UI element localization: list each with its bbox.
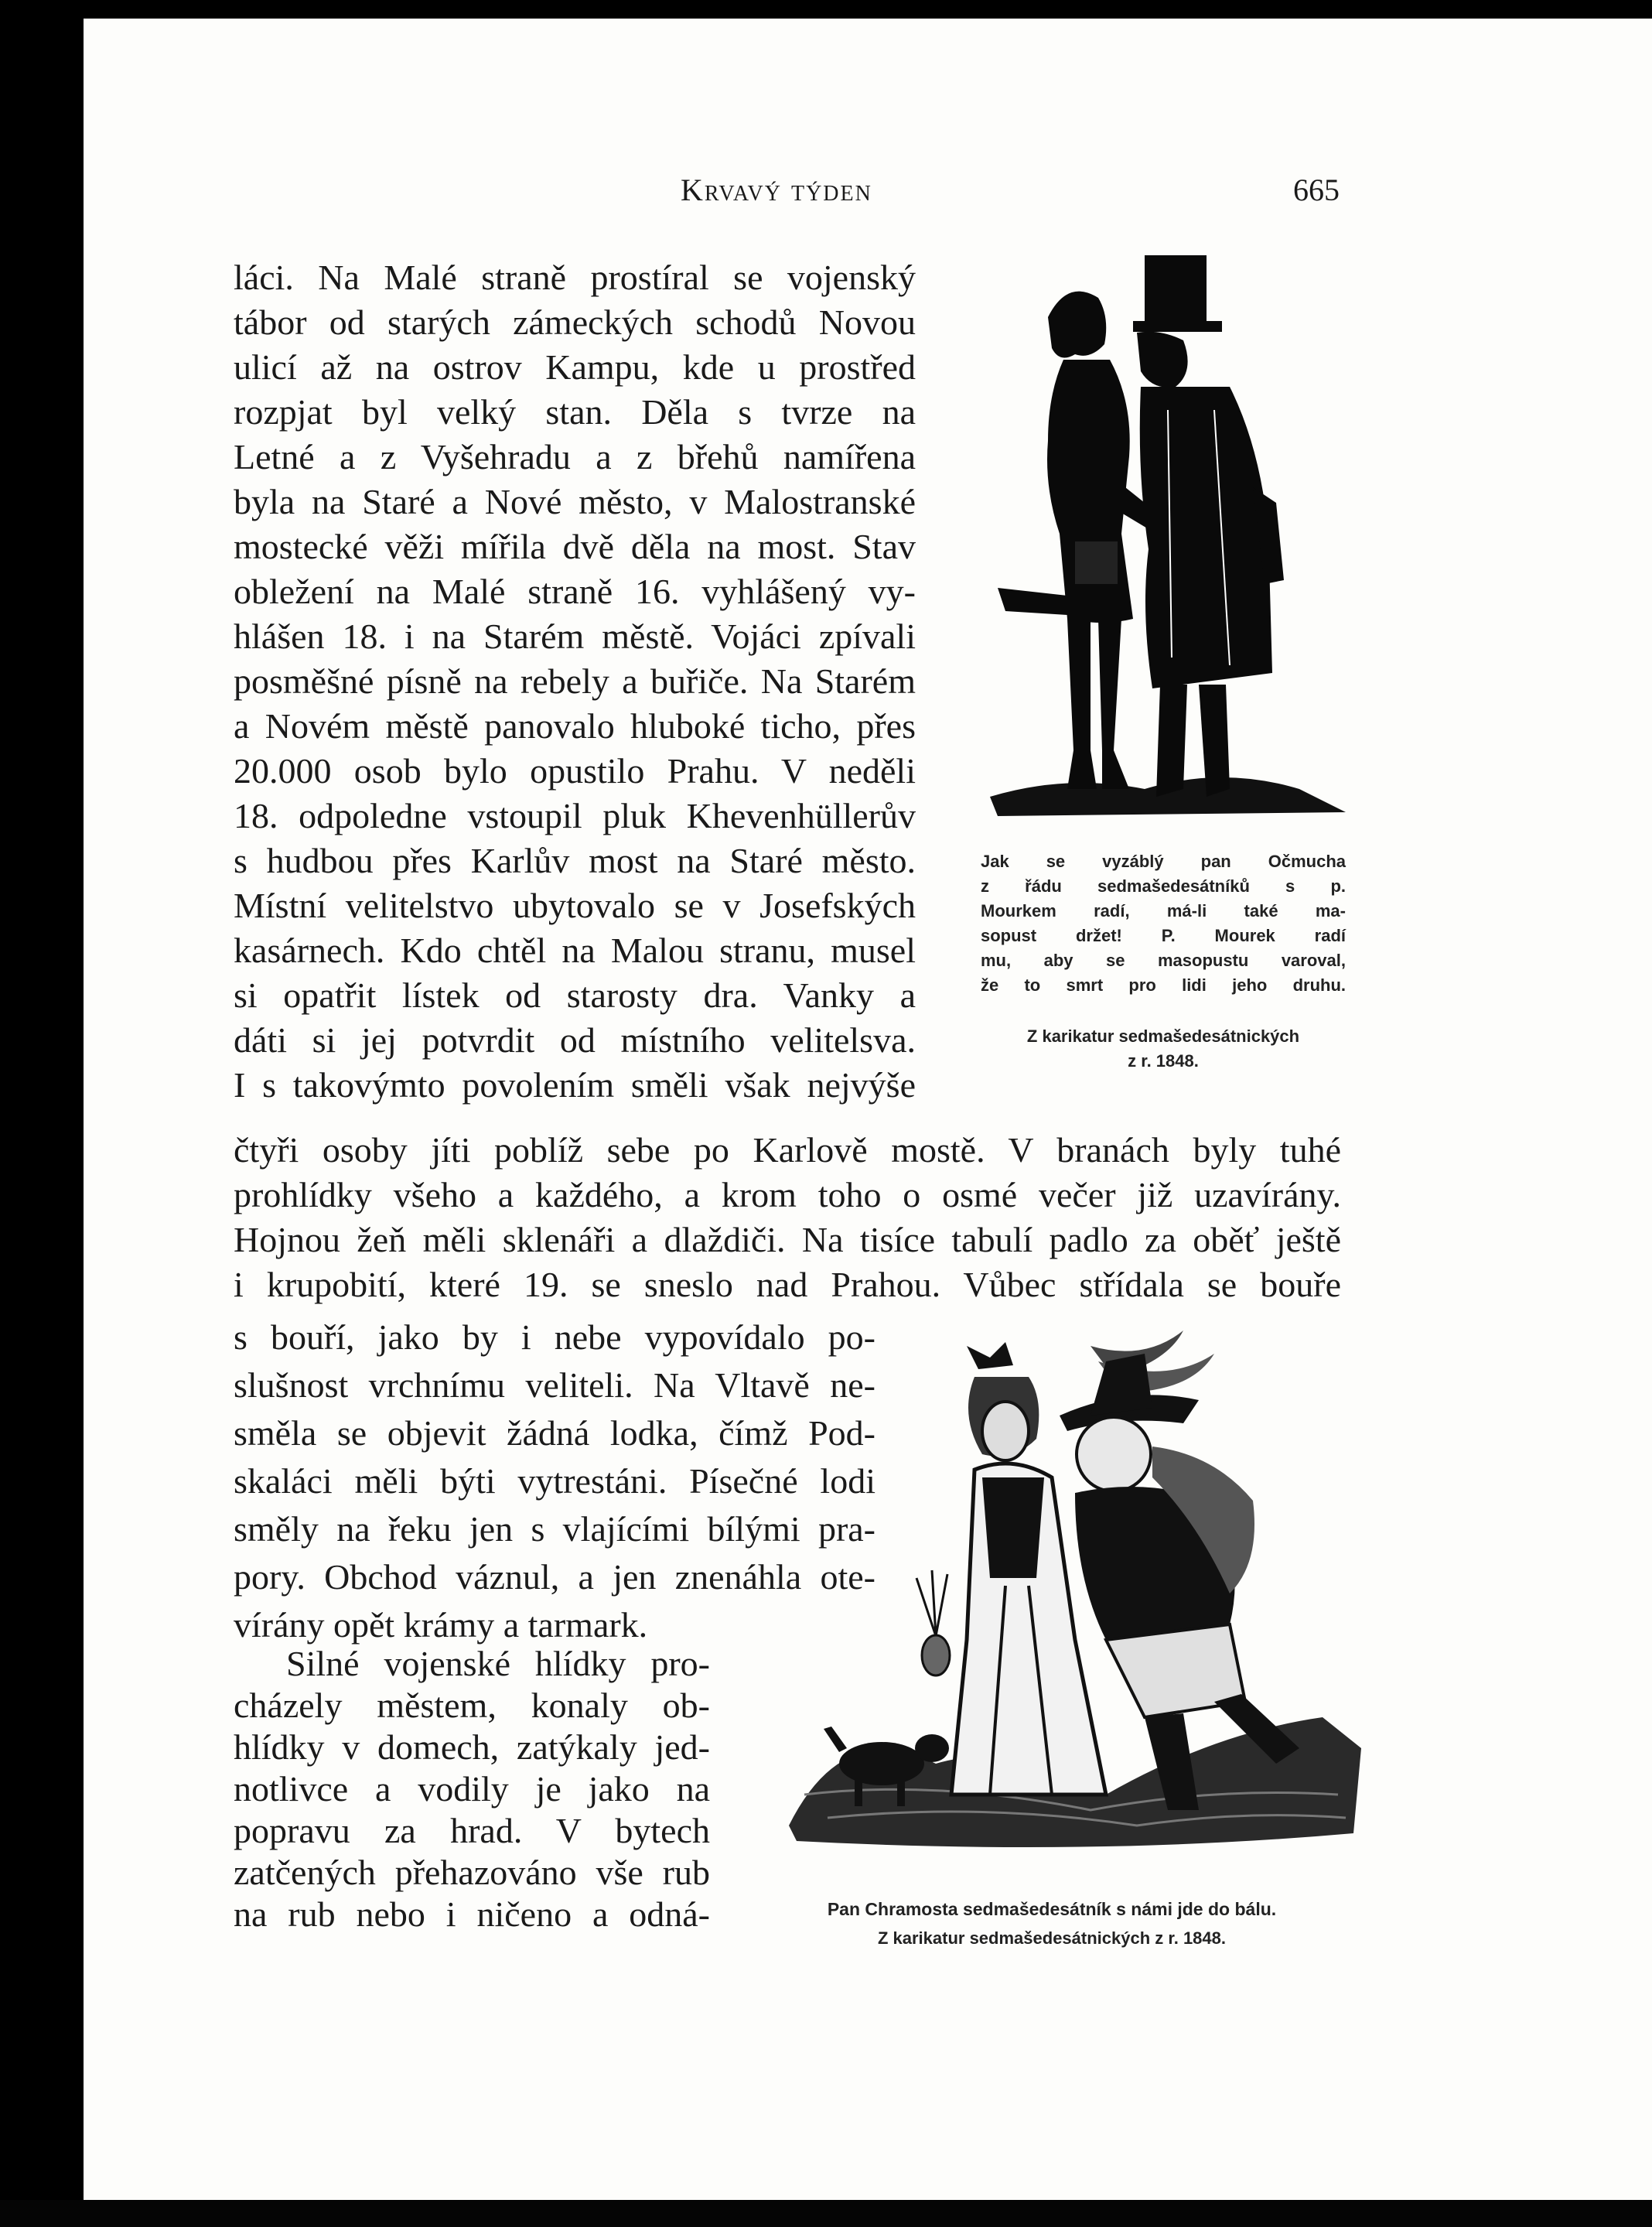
- figure-caption-line: že to smrt pro lidi jeho druhu.: [981, 975, 1346, 995]
- caricature-illustration-2: [781, 1330, 1369, 1872]
- text-line: slušnost vrchnímu veliteli. Na Vltavě ne-: [234, 1365, 875, 1405]
- text-line: a Novém městě panovalo hluboké ticho, přes: [234, 706, 916, 746]
- text-line: kasárnech. Kdo chtěl na Malou stranu, musel: [234, 931, 916, 970]
- text-line: si opatřit lístek od starosty dra. Vanky a: [234, 975, 916, 1015]
- text-line: tábor od starých zámeckých schodů Novou: [234, 302, 916, 342]
- text-line: popravu za hrad. V bytech: [234, 1811, 710, 1850]
- text-line: 18. odpoledne vstoupil pluk Khevenhüllerův: [234, 796, 916, 835]
- text-line: zatčených přehazováno vše rub: [234, 1853, 710, 1892]
- running-header-title: Krvavý týden: [681, 172, 872, 207]
- text-line: mostecké věži mířila dvě děla na most. Stav: [234, 527, 916, 566]
- text-line: na rub nebo i ničeno a odná-: [234, 1894, 710, 1934]
- text-line: hlášen 18. i na Starém městě. Vojáci zpívali: [234, 617, 916, 656]
- text-line: s hudbou přes Karlův most na Staré město.: [234, 841, 916, 880]
- text-line: rozpjat byl velký stan. Děla s tvrze na: [234, 392, 916, 432]
- figure-caption-line: Mourkem radí, má-li také ma-: [981, 901, 1346, 921]
- figure-caption-line: sopust držet! P. Mourek radí: [981, 926, 1346, 945]
- text-line: byla na Staré a Nové město, v Malostranské: [234, 482, 916, 521]
- text-line: hlídky v domech, zatýkaly jed-: [234, 1727, 710, 1767]
- text-line: Hojnou žeň měli sklenáři a dlaždiči. Na tisíce tabulí padlo za oběť ještě: [234, 1220, 1341, 1259]
- text-line: vírány opět krámy a tarmark.: [234, 1605, 648, 1645]
- text-line: směly na řeku jen s vlajícími bílými pra-: [234, 1509, 875, 1549]
- figure-caption-line: z řádu sedmašedesátníků s p.: [981, 876, 1346, 896]
- text-line: skaláci měli býti vytrestáni. Písečné lodi: [234, 1461, 875, 1501]
- figure-source-line: z r. 1848.: [1128, 1051, 1199, 1071]
- text-line: Silné vojenské hlídky pro-: [286, 1644, 710, 1683]
- text-line: I s takovýmto povolením směli však nejvýše: [234, 1065, 916, 1105]
- text-line: prohlídky všeho a každého, a krom toho o osmé večer již uzavírány.: [234, 1175, 1341, 1214]
- page-number: 665: [1293, 172, 1340, 207]
- text-line: ulicí až na ostrov Kampu, kde u prostřed: [234, 347, 916, 387]
- text-line: posměšné písně na rebely a buřiče. Na Starém: [234, 661, 916, 701]
- figure-source-line: Z karikatur sedmašedesátnických z r. 1848.: [877, 1928, 1227, 1948]
- text-line: pory. Obchod váznul, a jen znenáhla ote-: [234, 1557, 875, 1597]
- text-line: Místní velitelstvo ubytovalo se v Josefských: [234, 886, 916, 925]
- text-line: cházely městem, konaly ob-: [234, 1686, 710, 1725]
- text-line: s bouří, jako by i nebe vypovídalo po-: [234, 1317, 875, 1357]
- scan-border: [0, 2200, 1652, 2227]
- text-line: i krupobití, které 19. se sneslo nad Prahou. Vůbec střídala se bouře: [234, 1265, 1341, 1304]
- figure-caption-line: Jak se vyzáblý pan Očmucha: [981, 852, 1346, 871]
- figure-caption-line: Pan Chramosta sedmašedesátník s námi jde do bálu.: [827, 1899, 1277, 1919]
- text-line: obležení na Malé straně 16. vyhlášený vy-: [234, 572, 916, 611]
- text-line: Letné a z Vyšehradu a z břehů namířena: [234, 437, 916, 476]
- caricature-illustration-1: [974, 255, 1361, 828]
- text-line: notlivce a vodily je jako na: [234, 1769, 710, 1809]
- text-line: směla se objevit žádná lodka, čímž Pod-: [234, 1413, 875, 1453]
- figure-source-line: Z karikatur sedmašedesátnických: [1026, 1026, 1300, 1046]
- text-line: čtyři osoby jíti poblíž sebe po Karlově mostě. V branách byly tuhé: [234, 1130, 1341, 1170]
- text-line: 20.000 osob bylo opustilo Prahu. V neděli: [234, 751, 916, 791]
- text-line: láci. Na Malé straně prostíral se vojenský: [234, 258, 916, 297]
- text-line: dáti si jej potvrdit od místního velitelsva.: [234, 1020, 916, 1060]
- figure-caption-line: mu, aby se masopustu varoval,: [981, 951, 1346, 970]
